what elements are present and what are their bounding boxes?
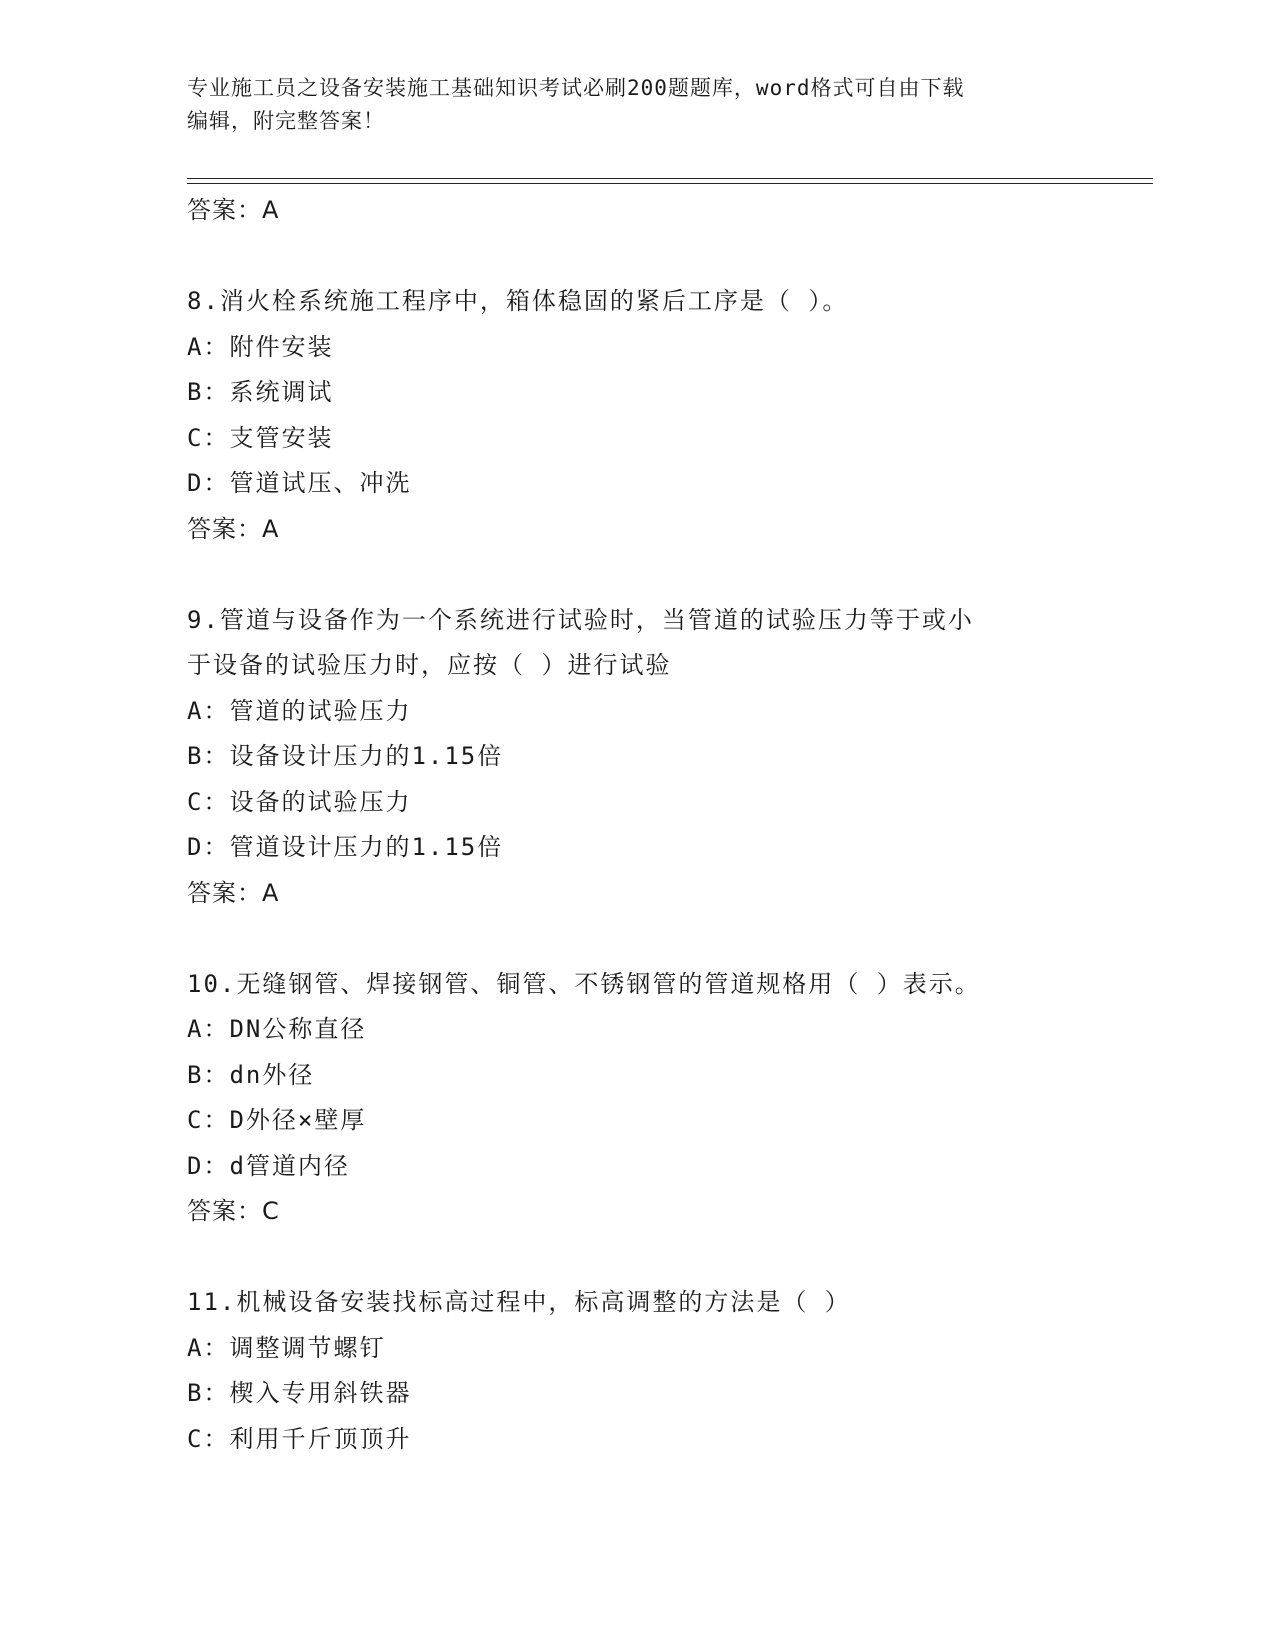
option-b: B：dn外径: [187, 1060, 315, 1089]
option-a: A：管道的试验压力: [187, 696, 412, 725]
answer-line: 答案：C: [187, 1197, 280, 1225]
previous-answer: 答案：A: [187, 196, 280, 224]
header-divider-top: [187, 178, 1153, 179]
question-block: [187, 1280, 1087, 1462]
spacer: [187, 234, 1087, 280]
option-c: C：设备的试验压力: [187, 787, 412, 816]
question-stem: 11.机械设备安装找标高过程中，标高调整的方法是（ ）: [187, 1288, 851, 1316]
question-block: [187, 598, 1087, 917]
option-b: B：楔入专用斜铁器: [187, 1379, 412, 1407]
option-a: A：DN公称直径: [187, 1015, 367, 1043]
spacer: [187, 916, 1087, 962]
option-b: B：设备设计压力的1.15倍: [187, 742, 504, 770]
question-stem: 10.无缝钢管、焊接钢管、铜管、不锈钢管的管道规格用（ ）表示。: [187, 969, 981, 998]
question-list: [187, 188, 1087, 1462]
option-d: D：d管道内径: [187, 1151, 350, 1180]
option-d: D：管道设计压力的1.15倍: [187, 833, 504, 861]
question-block: [187, 962, 1087, 1235]
header-divider-bottom: [187, 183, 1153, 184]
answer-line: 答案：A: [187, 514, 280, 543]
question-stem: 8.消火栓系统施工程序中，箱体稳固的紧后工序是（ ）。: [187, 287, 849, 315]
spacer: [187, 552, 1087, 598]
answer-line: 答案：A: [187, 878, 280, 907]
question-block: [187, 279, 1087, 552]
option-a: A：调整调节螺钉: [187, 1333, 386, 1362]
option-a: A：附件安装: [187, 332, 334, 361]
header-title-line-2: 编辑，附完整答案！: [187, 109, 385, 133]
header-title-line-1: 专业施工员之设备安装施工基础知识考试必刷200题题库，word格式可自由下载: [187, 76, 965, 100]
question-stem-continued: 于设备的试验压力时，应按（ ）进行试验: [187, 651, 672, 679]
option-c: C：支管安装: [187, 423, 334, 452]
option-d: D：管道试压、冲洗: [187, 469, 412, 497]
option-c: C：D外径×壁厚: [187, 1106, 367, 1134]
option-b: B：系统调试: [187, 378, 334, 406]
document-header: [187, 72, 1067, 138]
spacer: [187, 1235, 1087, 1281]
question-stem: 9.管道与设备作为一个系统进行试验时，当管道的试验压力等于或小: [187, 605, 974, 634]
option-c: C：利用千斤顶顶升: [187, 1424, 412, 1453]
